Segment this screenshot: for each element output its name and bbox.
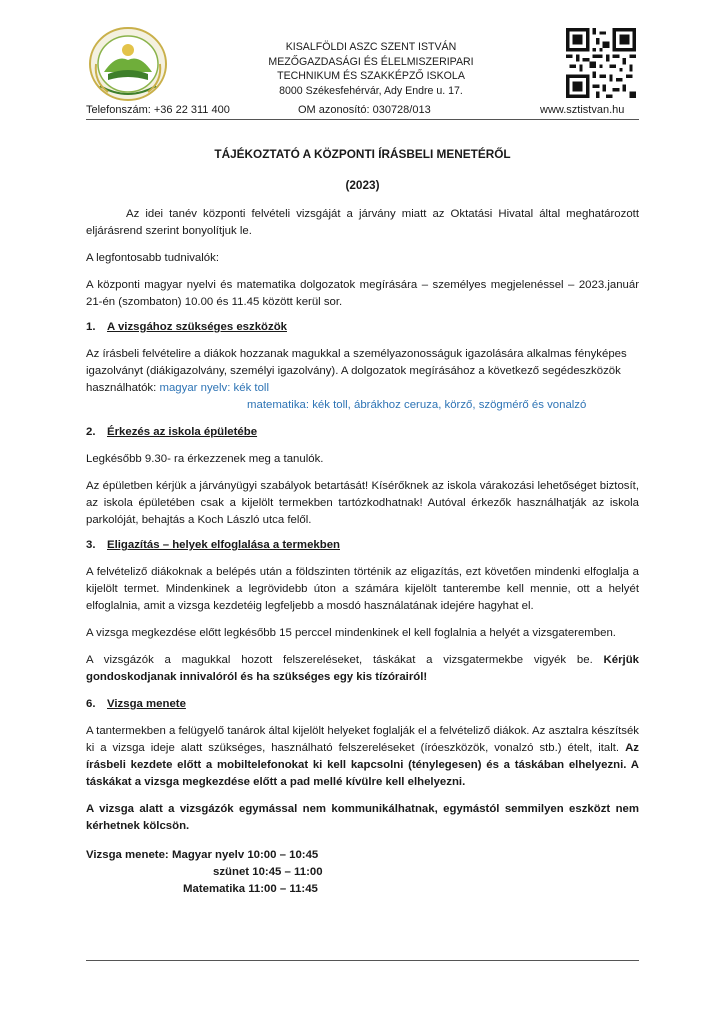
section-title: Vizsga menete [107, 698, 186, 710]
school-name-line-1: KISALFÖLDI ASZC SZENT ISTVÁN [285, 41, 457, 53]
section-heading-3 [86, 537, 639, 554]
document-title: TÁJÉKOZTATÓ A KÖZPONTI ÍRÁSBELI MENETÉRŐL [214, 147, 511, 161]
exam-procedure-paragraph [86, 723, 639, 791]
schedule-math: Matematika 11:00 – 11:45 [183, 883, 318, 895]
no-communication-paragraph: A vizsga alatt a vizsgázók egymással nem kommunikálhatnak, egymástól semmilyen eszközt nem kérhetnek kölcsön. [86, 803, 639, 832]
exam-schedule [86, 847, 639, 898]
schedule-row-2 [86, 864, 639, 881]
section-heading-6 [86, 696, 639, 713]
tools-paragraph [86, 346, 639, 397]
school-info [226, 40, 516, 98]
aid-math: matematika: kék toll, ábrákhoz ceruza, körző, szögmérő és vonalzó [247, 399, 587, 411]
belongings-paragraph [86, 652, 639, 686]
section-number: 1. [86, 321, 96, 333]
header-divider [86, 119, 639, 120]
footer-divider [86, 960, 639, 961]
procedure-text: A tantermekben a felügyelő tanárok által kijelölt helyeket foglalják el a felvételiző diákok. Az asztalra készítsék ki a vizsga ideje alatt szükséges, használható felszereléseket (íróeszközök, vonalzó stb.) ételt, italt. [86, 725, 639, 754]
schedule-hungarian: Magyar nyelv 10:00 – 10:45 [172, 849, 319, 861]
seating-deadline-paragraph: A vizsga megkezdése előtt legkésőbb 15 perccel mindenkinek el kell foglalnia a helyét a vizsgateremben. [86, 627, 616, 639]
phone-number: Telefonszám: +36 22 311 400 [86, 104, 230, 116]
section-title: Érkezés az iskola épületébe [107, 426, 258, 438]
aid-hungarian: magyar nyelv: kék toll [159, 382, 269, 394]
section-number: 2. [86, 426, 96, 438]
om-identifier: OM azonosító: 030728/013 [298, 104, 431, 116]
schedule-break: szünet 10:45 – 11:00 [213, 866, 323, 878]
qr-code-icon [566, 28, 636, 98]
document-year: (2023) [345, 178, 380, 192]
section-number: 3. [86, 539, 96, 551]
section-title: A vizsgához szükséges eszközök [107, 321, 287, 333]
schedule-label: Vizsga menete: [86, 849, 169, 861]
arrival-time-paragraph: Legkésőbb 9.30- ra érkezzenek meg a tanulók. [86, 453, 324, 465]
schedule-row-3 [86, 881, 639, 898]
belongings-text: A vizsgázók a magukkal hozott felszereléseket, táskákat a vizsgatermekbe vigyék be. [86, 654, 593, 666]
school-crest-icon [86, 24, 170, 104]
snack-reminder: Kérjük gondoskodjanak innivalóról és ha szükséges egy kis tízórairól! [86, 654, 639, 683]
section-heading-1 [86, 319, 639, 336]
phone-rule: Az írásbeli kezdete előtt a mobiltelefonokat ki kell kapcsolni (ténylegesen) és a táskában elhelyezni. A táskákat a vizsga megkezdése előtt a pad mellé kívülre kell elhelyezni. [86, 742, 639, 788]
key-info-label: A legfontosabb tudnivalók: [86, 252, 219, 264]
exam-date-paragraph: A központi magyar nyelvi és matematika dolgozatok megírására – személyes megjelenéssel – 2023.január 21-én (szombaton) 10.00 és 11.45 között kerül sor. [86, 279, 639, 308]
section-number: 6. [86, 698, 96, 710]
intro-paragraph: Az idei tanév központi felvételi vizsgáját a járvány miatt az Oktatási Hivatal által meghatározott eljárásrend szerint bonyolítjuk le. [86, 208, 639, 237]
section-heading-2 [86, 424, 639, 441]
school-address: 8000 Székesfehérvár, Ady Endre u. 17. [279, 84, 463, 97]
briefing-paragraph: A felvételiző diákoknak a belépés után a földszinten történik az eligazítás, ezt követően mindenki elfoglalja a kijelölt termet. Mindenkinek a legrövidebb úton a számára kijelölt tanterembe kell mennie, ott a helyét elfoglalnia, amit a vizsga kezdetéig legfeljebb a mosdó használatának idejére hagyhat el. [86, 566, 639, 612]
website-link[interactable]: www.sztistvan.hu [540, 104, 625, 116]
school-name-line-3: TECHNIKUM ÉS SZAKKÉPZŐ ISKOLA [277, 70, 465, 83]
school-name-line-2: MEZŐGAZDASÁGI ÉS ÉLELMISZERIPARI [268, 55, 474, 68]
section-title: Eligazítás – helyek elfoglalása a termekben [107, 539, 340, 551]
building-rules-paragraph: Az épületben kérjük a járványügyi szabályok betartását! Kísérőknek az iskola várakozási lehetőséget biztosít, az iskola épületében csak a kijelölt termekben tartózkodhatnak! Autóval érkezők használhatják az iskola parkolóját, behajtás a Koch László utca felől. [86, 480, 639, 526]
tools-text: Az írásbeli felvételire a diákok hozzanak magukkal a személyazonosságuk igazolására alkalmas fényképes igazolványt (diákigazolvány, személyi igazolvány). A dolgozatok megírásához a következő segédeszközök használhatók: [86, 348, 627, 394]
schedule-row-1 [86, 847, 639, 864]
document-body [86, 146, 639, 898]
